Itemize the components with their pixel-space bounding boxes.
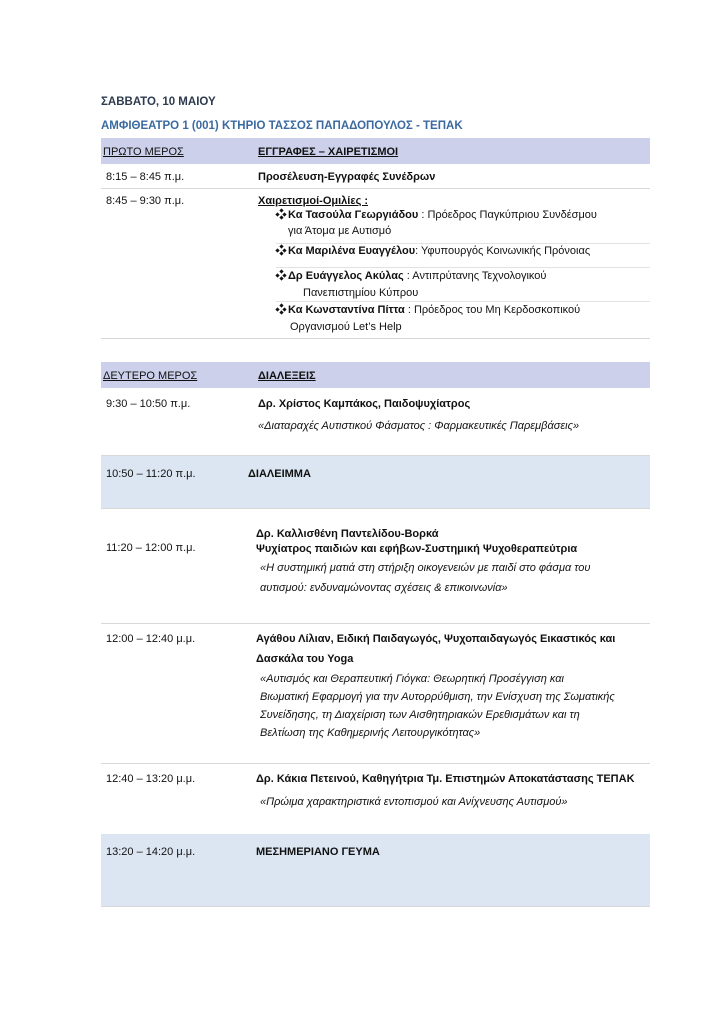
greeter-name: Κα Τασούλα Γεωργιάδου bbox=[288, 209, 419, 221]
speaker: Αγάθου Λίλιαν, Ειδική Παιδαγωγός, Ψυχοπαιδαγωγός Εικαστικός και bbox=[256, 633, 616, 645]
greeter-role: : Αντιπρύτανης Τεχνολογικού bbox=[403, 270, 547, 282]
talk-title: «Διαταραχές Αυτιστικού Φάσματος : Φαρμακευτικές Παρεμβάσεις» bbox=[258, 420, 580, 432]
time-slot: 13:20 – 14:20 μ.μ. bbox=[106, 846, 196, 858]
schedule-row bbox=[101, 763, 650, 835]
time-slot: 10:50 – 11:20 π.μ. bbox=[106, 468, 196, 480]
diamond-bullet-icon bbox=[276, 245, 286, 255]
time-slot: 9:30 – 10:50 π.μ. bbox=[106, 398, 191, 410]
part2-header bbox=[101, 362, 650, 388]
schedule-row bbox=[101, 164, 650, 189]
greeting-item bbox=[276, 243, 650, 268]
talk-title-cont: Βιωματική Εφαρμογή για την Αυτορρύθμιση, την Ενίσχυση της Σωματικής bbox=[260, 691, 615, 703]
time-slot: 8:45 – 9:30 π.μ. bbox=[106, 195, 185, 207]
diamond-bullet-icon bbox=[276, 270, 286, 280]
part1-label: ΠΡΩΤΟ ΜΕΡΟΣ bbox=[103, 146, 184, 158]
part1-title: ΕΓΓΡΑΦΕΣ – ΧΑΙΡΕΤΙΣΜΟΙ bbox=[258, 146, 399, 158]
schedule-row bbox=[101, 508, 650, 624]
greeting-item bbox=[276, 302, 650, 337]
talk-title: «Η συστημική ματιά στη στήριξη οικογενειών με παιδί στο φάσμα του bbox=[260, 562, 591, 574]
diamond-bullet-icon bbox=[276, 209, 286, 219]
talk-title: «Αυτισμός και Θεραπευτική Γιόγκα: Θεωρητική Προσέγγιση και bbox=[260, 673, 564, 685]
greeter-name: Κα Μαριλένα Ευαγγέλου bbox=[288, 245, 416, 257]
speaker-title: Δασκάλα του Yoga bbox=[256, 653, 354, 665]
venue-title: ΑΜΦΙΘΕΑΤΡΟ 1 (001) ΚΤΗΡΙΟ ΤΑΣΣΟΣ ΠΑΠΑΔΟΠΟΥΛΟΣ - ΤΕΠΑΚ bbox=[101, 120, 463, 132]
diamond-bullet-icon bbox=[276, 304, 286, 314]
time-slot: 11:20 – 12:00 π.μ. bbox=[106, 542, 196, 554]
part1-header bbox=[101, 138, 650, 164]
greeting-item bbox=[276, 268, 650, 302]
speaker: Δρ. Κάκια Πετεινού, Καθηγήτρια Τμ. Επιστημών Αποκατάστασης ΤΕΠΑΚ bbox=[256, 773, 635, 785]
session-title: Προσέλευση-Εγγραφές Συνέδρων bbox=[258, 171, 436, 183]
talk-title: «Πρώιμα χαρακτηριστικά εντοπισμού και Ανίχνευσης Αυτισμού» bbox=[260, 796, 568, 808]
page-date: ΣΑΒΒΑΤΟ, 10 ΜΑΙΟΥ bbox=[101, 96, 216, 108]
speaker: Δρ. Χρίστος Καμπάκος, Παιδοψυχίατρος bbox=[258, 398, 471, 410]
time-slot: 12:00 – 12:40 μ.μ. bbox=[106, 633, 196, 645]
talk-title-cont: Βελτίωση της Καθημερινής Λειτουργικότητας» bbox=[260, 727, 481, 739]
greetings-heading: Χαιρετισμοί-Ομιλίες : bbox=[258, 195, 369, 207]
greeter-role: : Υφυπουργός Κοινωνικής Πρόνοιας bbox=[415, 245, 591, 257]
lunch-row bbox=[101, 834, 650, 907]
part2-label: ΔΕΥΤΕΡΟ ΜΕΡΟΣ bbox=[103, 370, 198, 382]
schedule-row bbox=[101, 623, 650, 764]
time-slot: 8:15 – 8:45 π.μ. bbox=[106, 171, 185, 183]
speaker-title: Ψυχίατρος παιδιών και εφήβων-Συστημική Ψυχοθεραπεύτρια bbox=[256, 543, 578, 555]
greeter-role-cont: Πανεπιστημίου Κύπρου bbox=[303, 287, 419, 299]
part2-title: ΔΙΑΛΕΞΕΙΣ bbox=[258, 370, 316, 382]
greeter-name: Δρ Ευάγγελος Ακύλας bbox=[288, 270, 404, 282]
talk-title-cont: αυτισμού: ενδυναμώνοντας σχέσεις & επικοινωνία» bbox=[260, 582, 508, 594]
schedule-row bbox=[101, 388, 650, 456]
break-row bbox=[101, 456, 650, 509]
greeter-role-cont: Οργανισμού Let’s Help bbox=[290, 321, 402, 333]
greeter-name: Κα Κωνσταντίνα Πίττα bbox=[288, 304, 405, 316]
schedule-row bbox=[101, 188, 650, 339]
time-slot: 12:40 – 13:20 μ.μ. bbox=[106, 773, 196, 785]
speaker: Δρ. Καλλισθένη Παντελίδου-Βορκά bbox=[256, 528, 439, 540]
greeter-role: : Πρόεδρος του Μη Κερδοσκοπικού bbox=[404, 304, 581, 316]
greeter-role-cont: για Άτομα με Αυτισμό bbox=[288, 225, 392, 237]
break-label: ΔΙΑΛΕΙΜΜΑ bbox=[248, 468, 311, 480]
greeting-item bbox=[276, 209, 650, 244]
greeter-role: : Πρόεδρος Παγκύπριου Συνδέσμου bbox=[418, 209, 597, 221]
lunch-label: ΜΕΣΗΜΕΡΙΑΝΟ ΓΕΥΜΑ bbox=[256, 846, 380, 858]
talk-title-cont: Συνείδησης, τη Διαχείριση των Αισθητηριακών Ερεθισμάτων και τη bbox=[260, 709, 580, 721]
